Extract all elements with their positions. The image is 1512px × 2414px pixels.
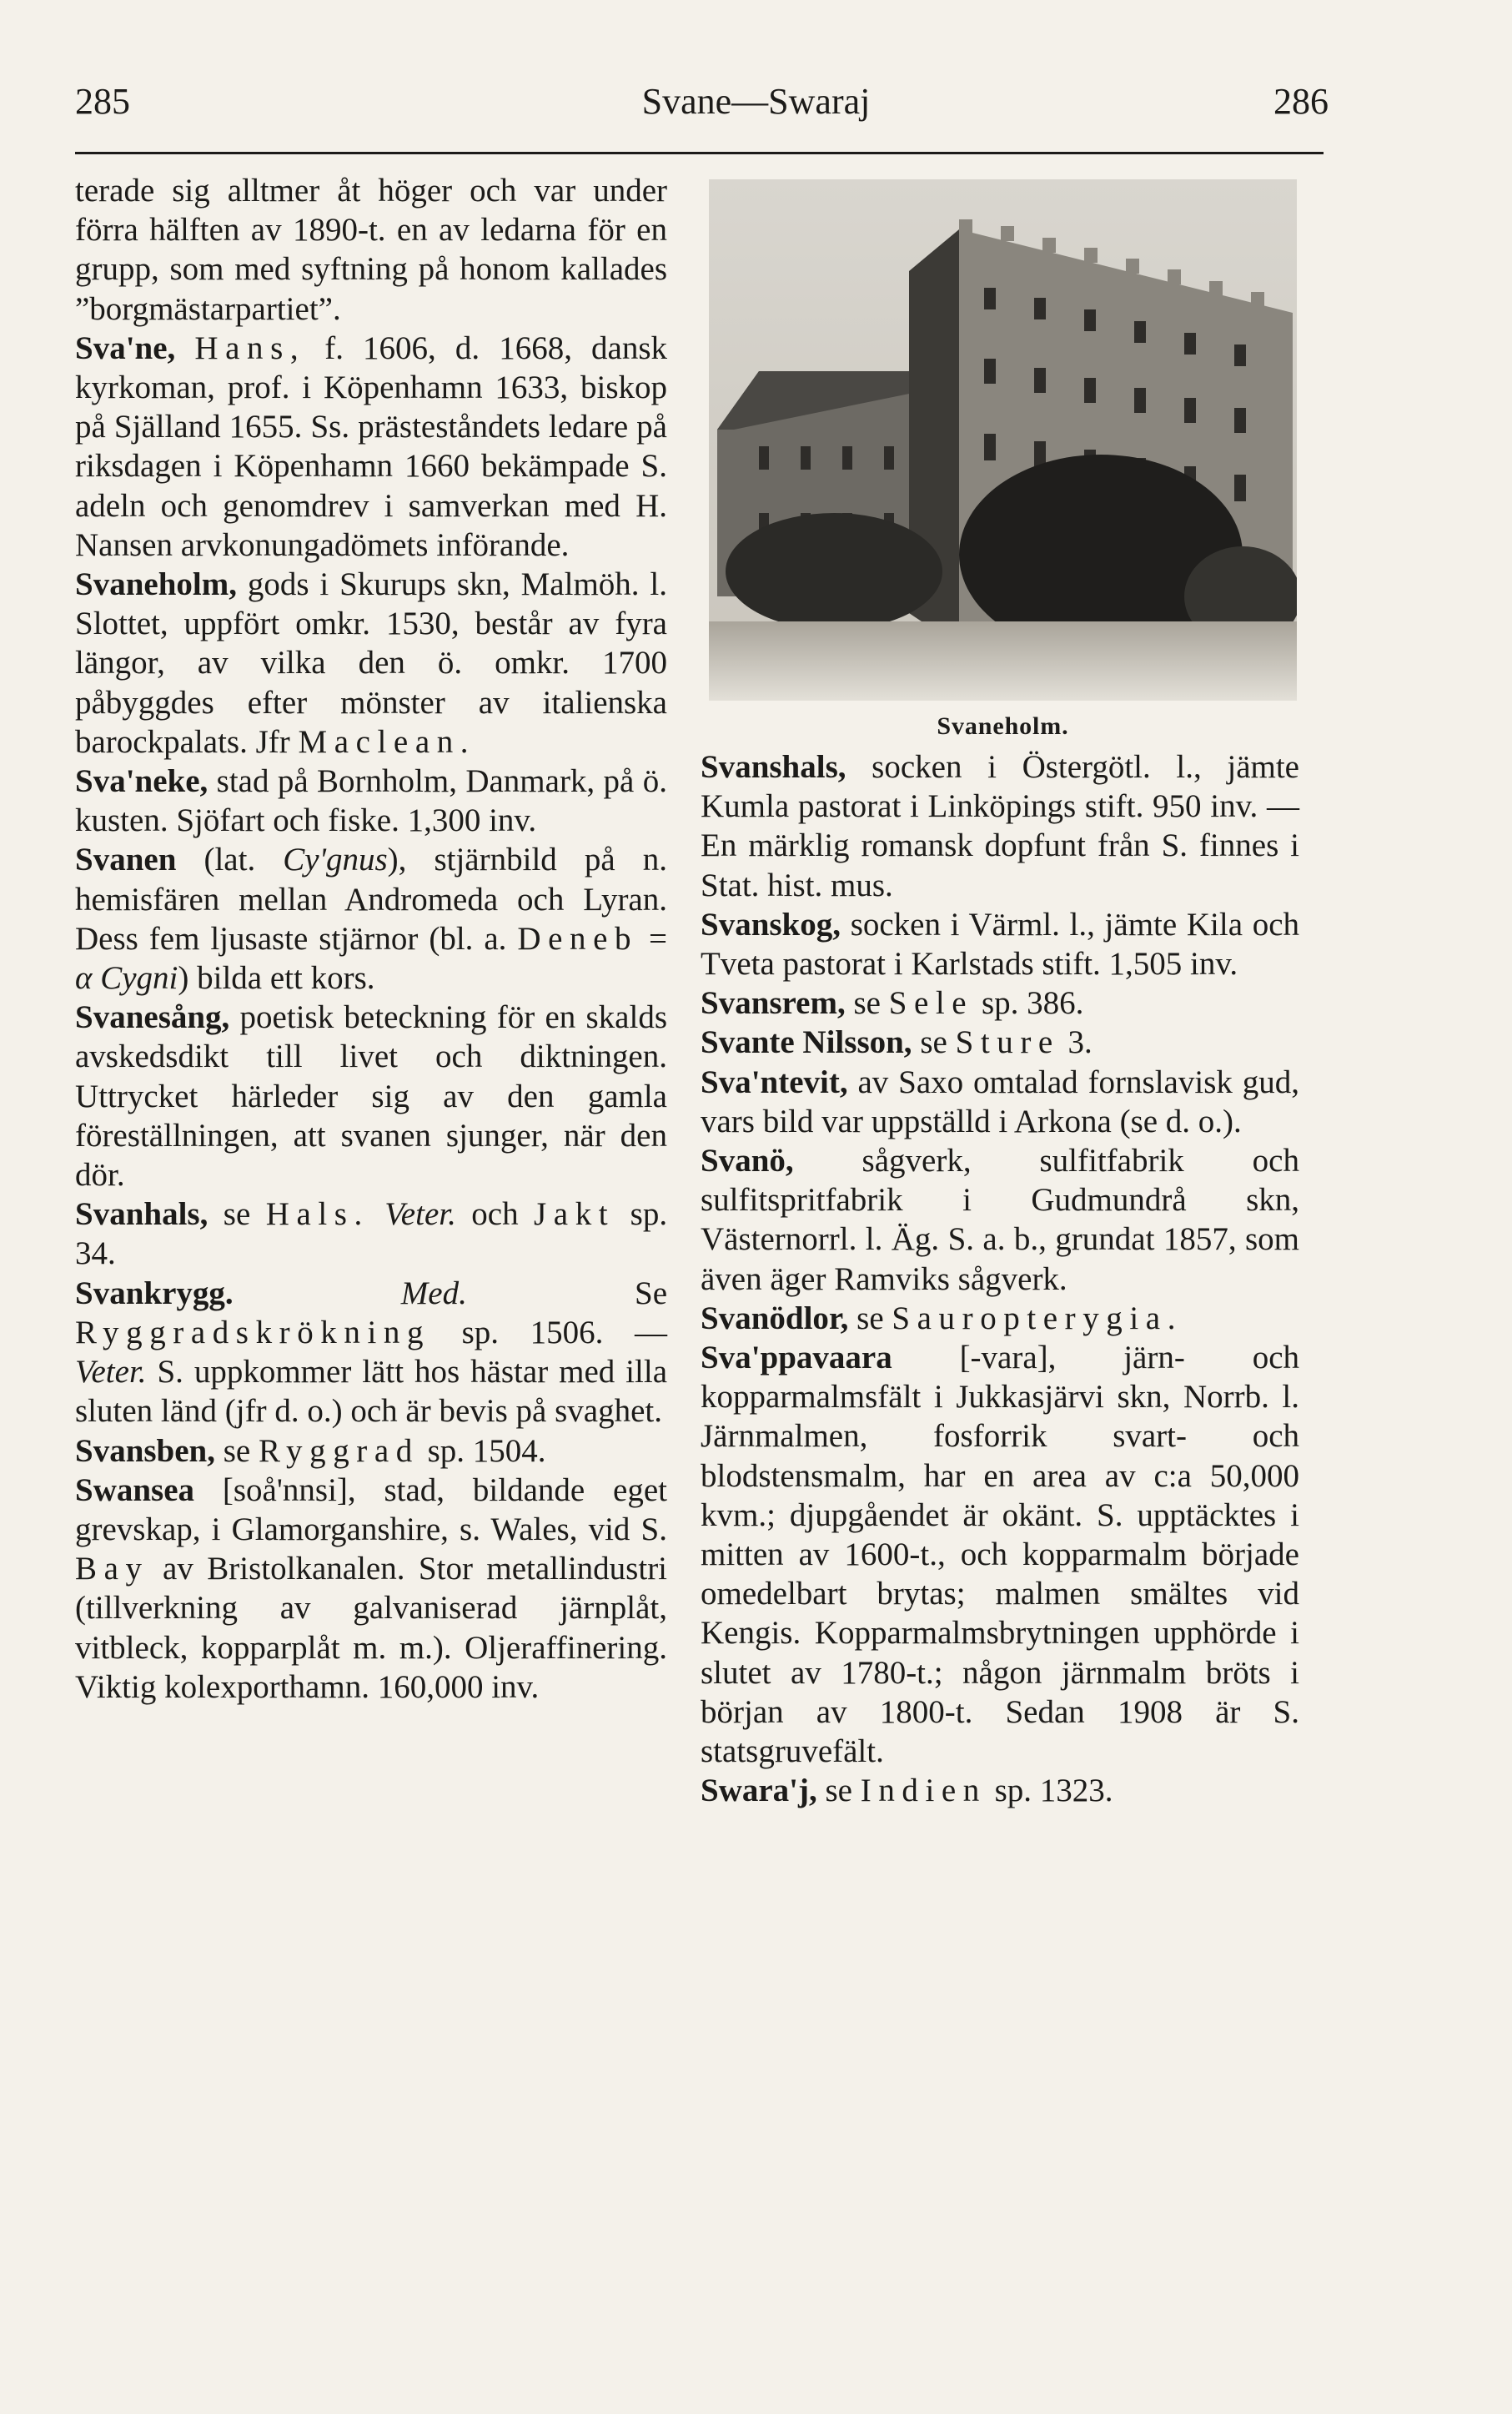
- running-title: Svane—Swaraj: [641, 81, 871, 122]
- right-page-number: 286: [1273, 81, 1329, 122]
- entry-svanesang: Svanesång, poetisk beteckning för en skalds avskedsdikt till livet och diktningen. Uttrycket härleder sig av den gamla föreställningen, att svanen sjunger, när den dör.: [75, 999, 668, 1194]
- entry-svano: Svanö, sågverk, sulfitfabrik och sulfitspritfabrik i Gudmundrå skn, Västernorrl. l. Äg. S. a. b., grundat 1857, som även äger Ramviks sågverk.: [701, 1143, 1299, 1297]
- figure-svaneholm: [709, 179, 1297, 741]
- entry-svanhals: Svanhals, se Hals. Veter. och Jakt sp. 34.: [75, 1196, 668, 1272]
- entry-svaneke: Sva'neke, stad på Bornholm, Danmark, på ö. kusten. Sjöfart och fiske. 1,300 inv.: [75, 763, 667, 839]
- entry-swaraj: Swara'j, se Indien sp. 1323.: [701, 1773, 1113, 1809]
- header-rule: [75, 152, 1324, 154]
- figure-caption: Svaneholm.: [937, 712, 1069, 740]
- entry-svansben: Svansben, se Ryggrad sp. 1504.: [75, 1432, 546, 1469]
- entry-continuation: terade sig alltmer åt höger och var under förra hälften av 1890-t. en av ledarna för en grupp, som med syftning på honom kallades ”borgmästarpartiet”.: [75, 173, 667, 327]
- castle-photo: [709, 179, 1297, 701]
- entry-svappavaara: Sva'ppavaara [-vara], järn- och kopparmalmsfält i Jukkasjärvi skn, Norrb. l. Järnmalmen, fosforrik svart- och blodstensmalm, har en area av c:a 50,000 kvm.; djupgåendet är okänt. S. upptäcktes i mitten av 1600-t., och kopparmalm började omedelbart brytas; malmen smältes vid Kengis. Kopparmalmsbrytningen upphörde i slutet av 1780-t.; någon järnmalm bröts i början av 1800-t. Sedan 1908 är S. statsgruvefält.: [701, 1340, 1299, 1770]
- entry-svane: Sva'ne, Hans, f. 1606, d. 1668, dansk kyrkoman, prof. i Köpenhamn 1633, biskop på Själland 1655. Ss. prästeståndets ledare på riksdagen i Köpenhamn 1660 bekämpade S. adeln och genomdrev i samverkan med H. Nansen arvkonungadömets införande.: [75, 329, 668, 563]
- left-column: [75, 171, 667, 1707]
- left-page-number: 285: [75, 81, 130, 122]
- entry-svante-nilsson: Svante Nilsson, se Sture 3.: [701, 1024, 1093, 1061]
- entry-svankrygg: Svankrygg. Med. Se Ryggradskrökning sp. 1506. — Veter. S. uppkommer lätt hos hästar med illa sluten länd (jfr d. o.) och är bevis på svaghet.: [75, 1275, 668, 1430]
- right-column: [701, 747, 1299, 1810]
- entry-svaneholm: Svaneholm, gods i Skurups skn, Malmöh. l. Slottet, uppfört omkr. 1530, består av fyra längor, av vilka den ö. omkr. 1700 påbyggdes efter mönster av italienska barockpalats. Jfr Maclean.: [75, 566, 667, 760]
- entry-svanskog: Svanskog, socken i Värml. l., jämte Kila och Tveta pastorat i Karlstads stift. 1,505 inv.: [701, 906, 1300, 983]
- entry-svansrem: Svansrem, se Sele sp. 386.: [701, 985, 1084, 1022]
- entry-svanshals: Svanshals, socken i Östergötl. l., jämte Kumla pastorat i Linköpings stift. 950 inv. — En märklig romansk dopfunt från S. finnes i Stat. hist. mus.: [701, 749, 1299, 903]
- entry-svanen: Svanen (lat. Cy'gnus), stjärnbild på n. hemisfären mellan Andromeda och Lyran. Dess fem ljusaste stjärnor (bl. a. Deneb = α Cygni) bilda ett kors.: [75, 842, 668, 997]
- entry-svanodlor: Svanödlor, se Sauropterygia.: [701, 1300, 1183, 1336]
- entry-svantevit: Sva'ntevit, av Saxo omtalad fornslavisk gud, vars bild var uppställd i Arkona (se d. o.).: [701, 1064, 1300, 1139]
- entry-swansea: Swansea [soå'nnsi], stad, bildande eget grevskap, i Glamorganshire, s. Wales, vid S. Bay av Bristolkanalen. Stor metallindustri (tillverkning av galvaniserad järnplåt, vitbleck, kopparplåt m. m.). Oljeraffinering. Viktig kolexporthamn. 160,000 inv.: [75, 1471, 668, 1705]
